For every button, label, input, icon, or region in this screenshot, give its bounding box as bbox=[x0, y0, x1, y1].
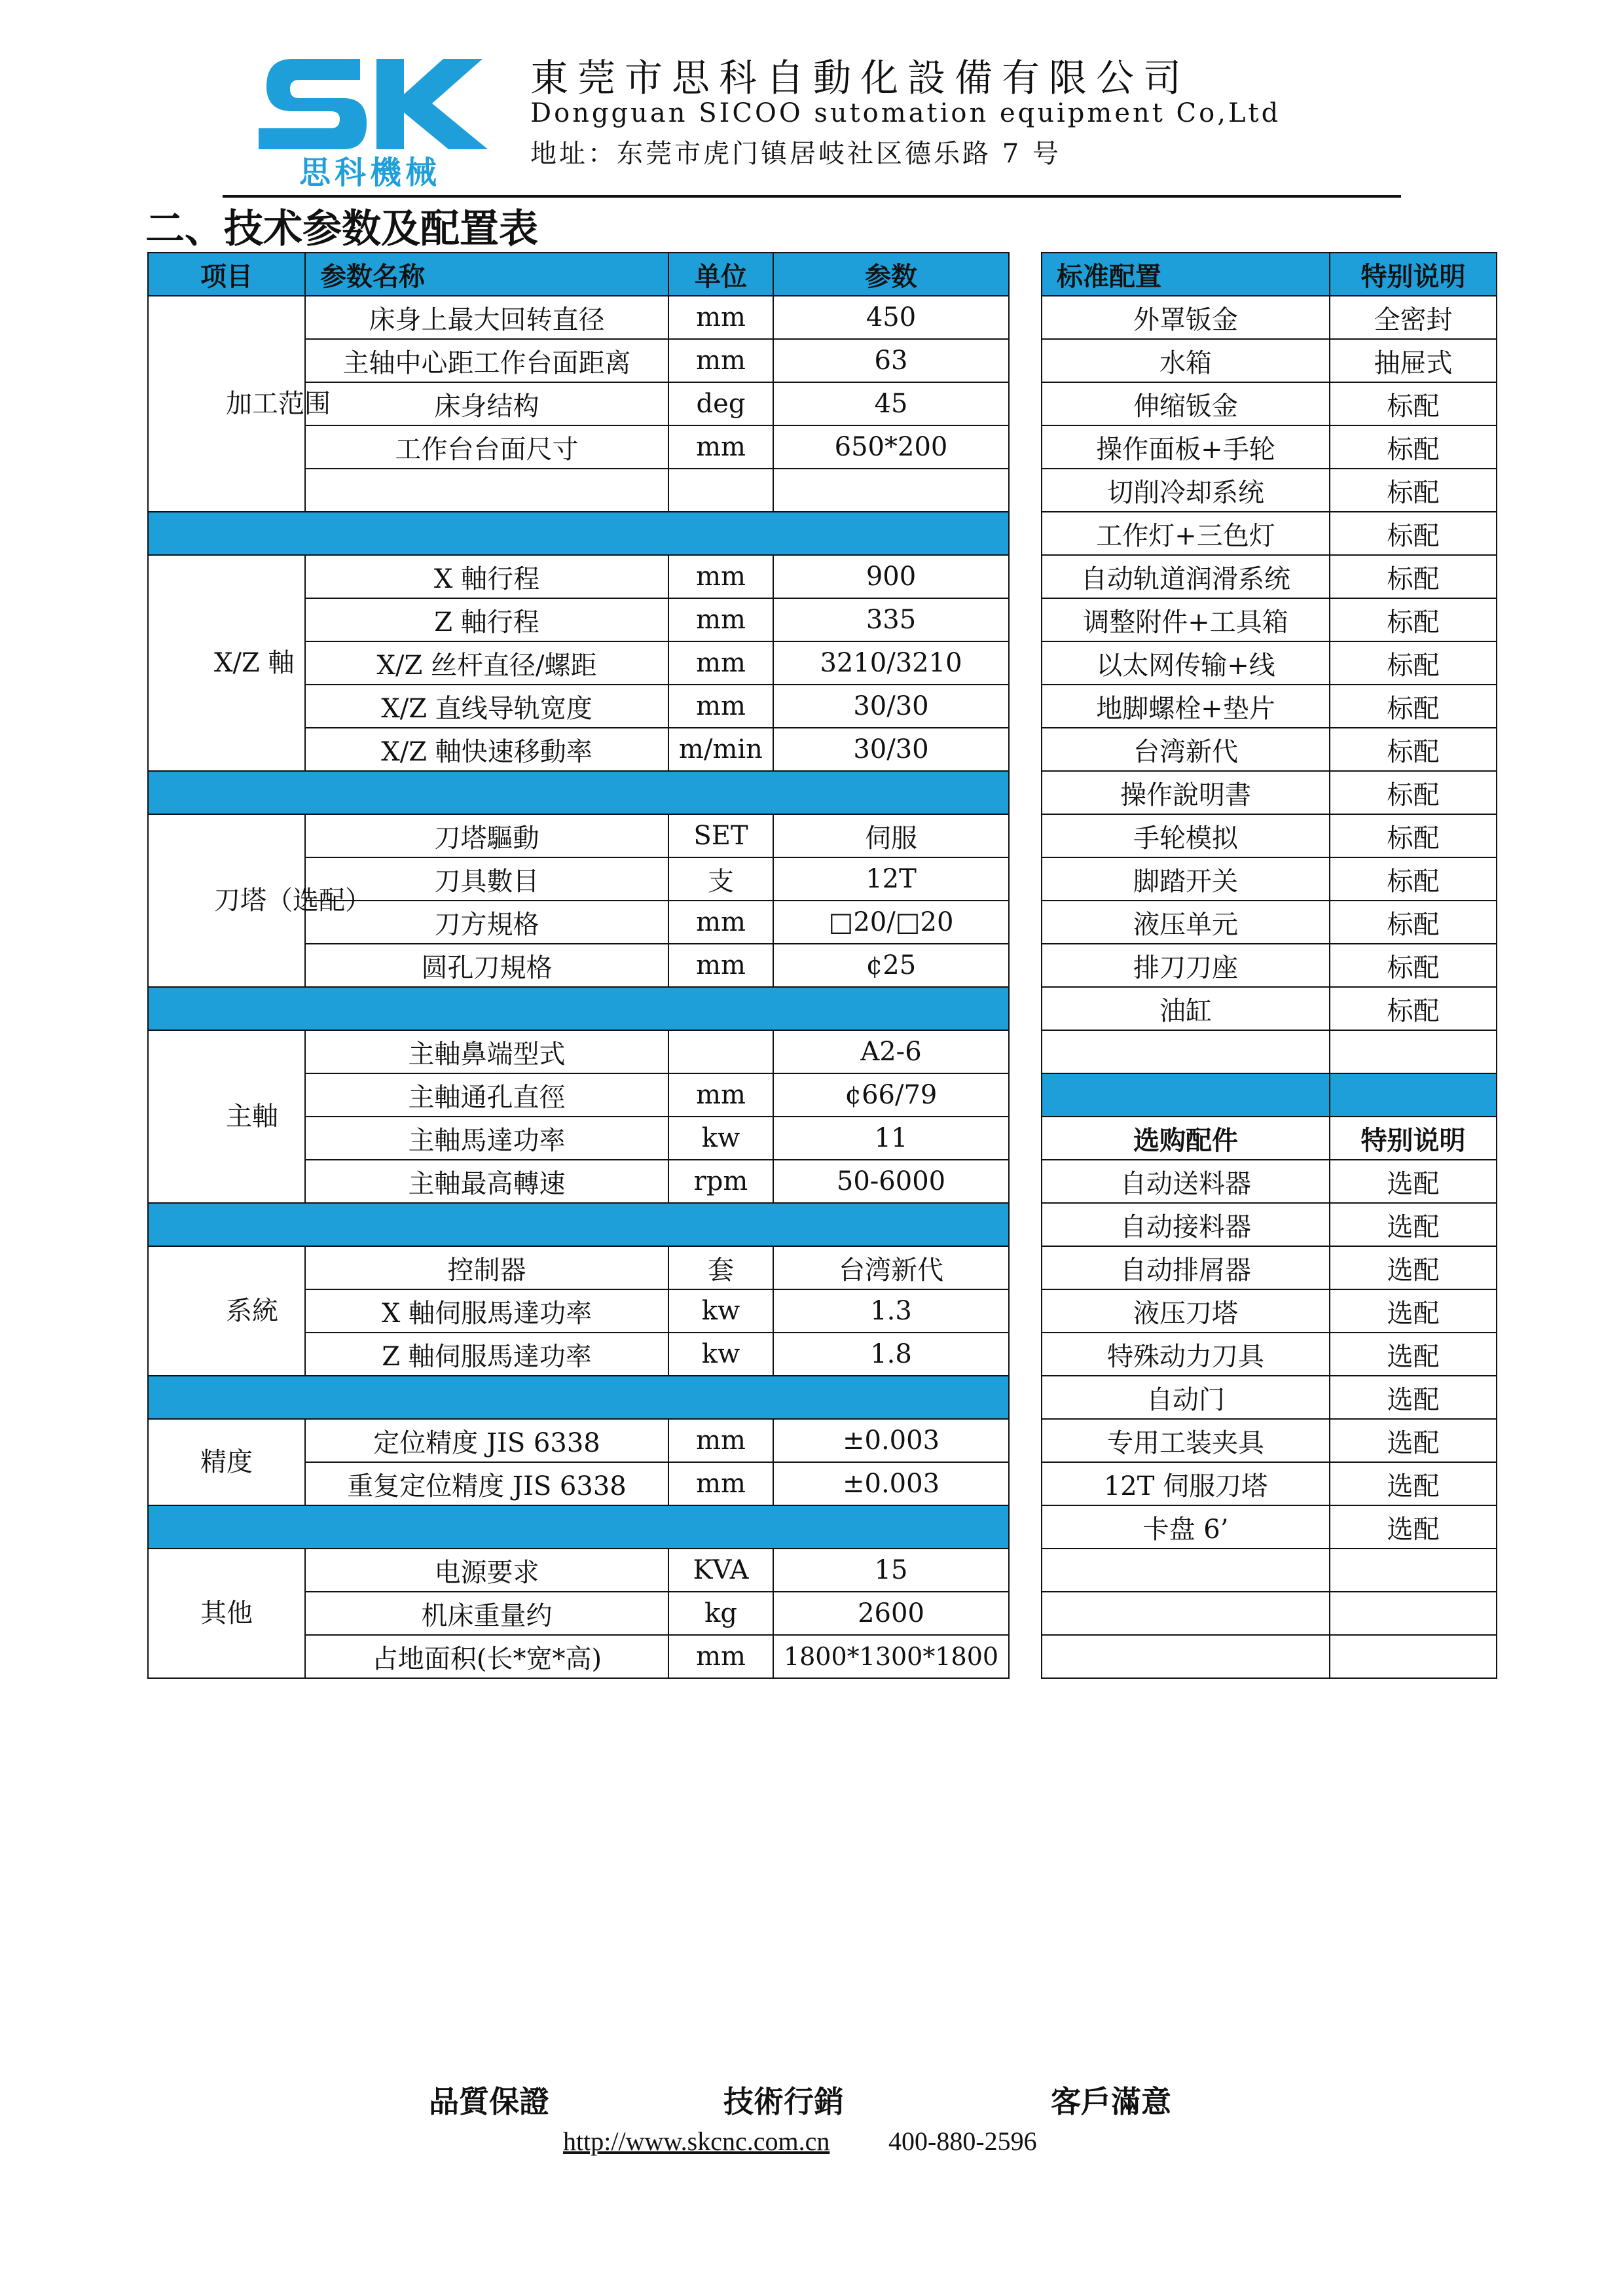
config-item: 操作說明書 bbox=[1042, 771, 1330, 814]
config-item: 排刀刀座 bbox=[1042, 944, 1330, 987]
optional-note: 选配 bbox=[1330, 1419, 1497, 1462]
param-name: 定位精度 JIS 6338 bbox=[305, 1419, 668, 1462]
config-note: 标配 bbox=[1330, 685, 1497, 728]
optional-note-empty bbox=[1330, 1635, 1497, 1678]
config-note: 标配 bbox=[1330, 425, 1497, 469]
param-name: 工作台台面尺寸 bbox=[305, 425, 668, 469]
param-value: 12T bbox=[773, 857, 1009, 901]
table-row bbox=[1042, 901, 1497, 944]
optional-note: 选配 bbox=[1330, 1203, 1497, 1246]
category-precision: 精度 bbox=[148, 1419, 305, 1505]
config-item: 切削冷却系统 bbox=[1042, 469, 1330, 512]
table-row bbox=[1042, 685, 1497, 728]
param-value: 3210/3210 bbox=[773, 641, 1009, 685]
group-separator bbox=[148, 1203, 1009, 1246]
table-row bbox=[1042, 296, 1497, 339]
phone-number: 400-880-2596 bbox=[888, 2126, 1037, 2156]
table-row bbox=[1042, 814, 1497, 857]
param-name: X 軸行程 bbox=[305, 555, 668, 598]
optional-item: 专用工装夹具 bbox=[1042, 1419, 1330, 1462]
group-separator bbox=[1042, 1073, 1497, 1117]
param-unit: mm bbox=[668, 1073, 773, 1117]
table-row bbox=[1042, 728, 1497, 771]
config-item-empty bbox=[1042, 1030, 1330, 1073]
optional-item-empty bbox=[1042, 1635, 1330, 1678]
table-row bbox=[148, 296, 1009, 339]
param-unit: kw bbox=[668, 1289, 773, 1333]
config-note: 标配 bbox=[1330, 598, 1497, 641]
group-separator bbox=[148, 512, 1009, 555]
group-separator bbox=[148, 987, 1009, 1030]
table-row bbox=[1042, 1505, 1497, 1549]
param-name: 主軸最高轉速 bbox=[305, 1160, 668, 1203]
config-note: 标配 bbox=[1330, 814, 1497, 857]
param-unit: kw bbox=[668, 1333, 773, 1376]
param-name: 占地面积(长*宽*高) bbox=[305, 1635, 668, 1678]
param-name: 电源要求 bbox=[305, 1549, 668, 1592]
header-value: 参数 bbox=[773, 253, 1009, 296]
optional-item: 液压刀塔 bbox=[1042, 1289, 1330, 1333]
param-value-empty bbox=[773, 469, 1009, 512]
config-item: 操作面板+手轮 bbox=[1042, 425, 1330, 469]
param-value: 50-6000 bbox=[773, 1160, 1009, 1203]
param-name: 床身上最大回转直径 bbox=[305, 296, 668, 339]
param-value: 450 bbox=[773, 296, 1009, 339]
table-row bbox=[1042, 987, 1497, 1030]
separator-bar bbox=[148, 1376, 1009, 1419]
param-unit: mm bbox=[668, 1462, 773, 1505]
table-row bbox=[1042, 339, 1497, 382]
separator-bar bbox=[148, 512, 1009, 555]
param-name: 主轴中心距工作台面距离 bbox=[305, 339, 668, 382]
param-name: X 軸伺服馬達功率 bbox=[305, 1289, 668, 1333]
separator-bar bbox=[148, 987, 1009, 1030]
config-note: 标配 bbox=[1330, 469, 1497, 512]
table-row bbox=[1042, 1462, 1497, 1505]
table-row bbox=[148, 1030, 1009, 1073]
param-value: □20/□20 bbox=[773, 901, 1009, 944]
param-unit: mm bbox=[668, 1419, 773, 1462]
param-unit: mm bbox=[668, 1635, 773, 1678]
param-value: 11 bbox=[773, 1117, 1009, 1160]
table-row bbox=[1042, 641, 1497, 685]
optional-note: 选配 bbox=[1330, 1376, 1497, 1419]
table-row bbox=[148, 1549, 1009, 1592]
separator-bar bbox=[148, 1203, 1009, 1246]
param-value: 650*200 bbox=[773, 425, 1009, 469]
param-value: 63 bbox=[773, 339, 1009, 382]
param-value: 1800*1300*1800 bbox=[773, 1635, 1009, 1678]
param-name: X/Z 丝杆直径/螺距 bbox=[305, 641, 668, 685]
table-row bbox=[1042, 469, 1497, 512]
table-row bbox=[1042, 1376, 1497, 1419]
param-value: ¢66/79 bbox=[773, 1073, 1009, 1117]
config-item: 脚踏开关 bbox=[1042, 857, 1330, 901]
optional-item: 自动送料器 bbox=[1042, 1160, 1330, 1203]
table-row bbox=[1042, 382, 1497, 425]
param-name: 床身结构 bbox=[305, 382, 668, 425]
table-row bbox=[148, 1419, 1009, 1462]
table-row bbox=[1042, 555, 1497, 598]
logo-k-shape bbox=[376, 59, 488, 149]
optional-note: 选配 bbox=[1330, 1462, 1497, 1505]
param-value: 2600 bbox=[773, 1592, 1009, 1635]
table-row bbox=[1042, 857, 1497, 901]
config-item: 自动轨道润滑系统 bbox=[1042, 555, 1330, 598]
header-special-note: 特别说明 bbox=[1330, 253, 1497, 296]
param-value: 900 bbox=[773, 555, 1009, 598]
param-unit-empty bbox=[668, 469, 773, 512]
config-item: 手轮模拟 bbox=[1042, 814, 1330, 857]
param-unit: 支 bbox=[668, 857, 773, 901]
table-row bbox=[1042, 512, 1497, 555]
config-item: 台湾新代 bbox=[1042, 728, 1330, 771]
param-value: ±0.003 bbox=[773, 1419, 1009, 1462]
group-separator bbox=[148, 1505, 1009, 1549]
company-name-en: Dongguan SICOO sutomation equipment Co,Ltd bbox=[530, 98, 1281, 128]
optional-item: 自动接料器 bbox=[1042, 1203, 1330, 1246]
param-unit: deg bbox=[668, 382, 773, 425]
group-separator bbox=[148, 1376, 1009, 1419]
config-note: 全密封 bbox=[1330, 296, 1497, 339]
separator-bar bbox=[148, 771, 1009, 814]
param-unit: mm bbox=[668, 901, 773, 944]
param-value: 1.8 bbox=[773, 1333, 1009, 1376]
optional-item: 特殊动力刀具 bbox=[1042, 1333, 1330, 1376]
config-note: 标配 bbox=[1330, 944, 1497, 987]
slogan-technology: 技術行銷 bbox=[723, 2084, 844, 2119]
param-name: 刀具數目 bbox=[305, 857, 668, 901]
param-name: 主軸鼻端型式 bbox=[305, 1030, 668, 1073]
optional-note: 选配 bbox=[1330, 1505, 1497, 1549]
param-name: 重复定位精度 JIS 6338 bbox=[305, 1462, 668, 1505]
table-row bbox=[148, 555, 1009, 598]
header-param-name: 参数名称 bbox=[305, 253, 668, 296]
table-row bbox=[1042, 425, 1497, 469]
section-title: 二、技术参数及配置表 bbox=[145, 206, 538, 252]
table-row-empty bbox=[1042, 1592, 1497, 1635]
param-name: X/Z 軸快速移動率 bbox=[305, 728, 668, 771]
config-item: 外罩钣金 bbox=[1042, 296, 1330, 339]
param-unit: rpm bbox=[668, 1160, 773, 1203]
table-row bbox=[1042, 944, 1497, 987]
param-value: A2-6 bbox=[773, 1030, 1009, 1073]
table-row bbox=[1042, 1246, 1497, 1289]
param-name: 控制器 bbox=[305, 1246, 668, 1289]
param-value: 30/30 bbox=[773, 685, 1009, 728]
group-separator bbox=[148, 771, 1009, 814]
config-note: 标配 bbox=[1330, 641, 1497, 685]
website-link[interactable]: http://www.skcnc.com.cn bbox=[563, 2126, 830, 2156]
optional-header-row bbox=[1042, 1117, 1497, 1160]
param-name: 圆孔刀規格 bbox=[305, 944, 668, 987]
config-note: 抽屉式 bbox=[1330, 339, 1497, 382]
config-item: 以太网传输+线 bbox=[1042, 641, 1330, 685]
optional-item-empty bbox=[1042, 1549, 1330, 1592]
company-name-cn: 東莞市思科自動化設備有限公司 bbox=[530, 56, 1191, 100]
table-row bbox=[1042, 1289, 1497, 1333]
category-machining-range: 加工范围 bbox=[148, 296, 305, 512]
category-other: 其他 bbox=[148, 1549, 305, 1678]
table-row bbox=[1042, 1419, 1497, 1462]
optional-note: 选配 bbox=[1330, 1246, 1497, 1289]
param-unit: KVA bbox=[668, 1549, 773, 1592]
config-item: 地脚螺栓+垫片 bbox=[1042, 685, 1330, 728]
param-value: 335 bbox=[773, 598, 1009, 641]
param-unit: kg bbox=[668, 1592, 773, 1635]
param-unit: SET bbox=[668, 814, 773, 857]
param-name: 刀塔驅動 bbox=[305, 814, 668, 857]
param-unit: mm bbox=[668, 641, 773, 685]
company-logo bbox=[252, 46, 488, 190]
config-item: 伸缩钣金 bbox=[1042, 382, 1330, 425]
separator-bar bbox=[1330, 1073, 1497, 1117]
param-name-empty bbox=[305, 469, 668, 512]
category-spindle: 主軸 bbox=[148, 1030, 305, 1203]
slogan-satisfaction: 客戶滿意 bbox=[1051, 2084, 1171, 2119]
param-name: 机床重量约 bbox=[305, 1592, 668, 1635]
param-name: 刀方規格 bbox=[305, 901, 668, 944]
param-name: X/Z 直线导轨宽度 bbox=[305, 685, 668, 728]
param-unit: mm bbox=[668, 944, 773, 987]
config-item: 水箱 bbox=[1042, 339, 1330, 382]
param-value: ±0.003 bbox=[773, 1462, 1009, 1505]
table-row bbox=[1042, 1203, 1497, 1246]
optional-note: 选配 bbox=[1330, 1333, 1497, 1376]
table-row bbox=[1042, 771, 1497, 814]
category-turret: 刀塔（选配） bbox=[148, 814, 305, 987]
logo-s-shape bbox=[259, 59, 367, 149]
optional-note: 选配 bbox=[1330, 1289, 1497, 1333]
param-unit: mm bbox=[668, 685, 773, 728]
header-standard-config: 标准配置 bbox=[1042, 253, 1330, 296]
logo-subtitle: 思科機械 bbox=[299, 154, 441, 191]
company-address: 地址：东莞市虎门镇居岐社区德乐路 7 号 bbox=[530, 139, 1061, 169]
config-header-row bbox=[1042, 253, 1497, 296]
param-name: 主軸通孔直徑 bbox=[305, 1073, 668, 1117]
slogan-quality: 品質保證 bbox=[429, 2084, 549, 2119]
param-value: 30/30 bbox=[773, 728, 1009, 771]
config-note: 标配 bbox=[1330, 728, 1497, 771]
param-value: 15 bbox=[773, 1549, 1009, 1592]
spec-table bbox=[147, 252, 1010, 1679]
optional-item: 自动排屑器 bbox=[1042, 1246, 1330, 1289]
param-value: ¢25 bbox=[773, 944, 1009, 987]
config-item: 油缸 bbox=[1042, 987, 1330, 1030]
param-unit: kw bbox=[668, 1117, 773, 1160]
config-note-empty bbox=[1330, 1030, 1497, 1073]
param-value: 1.3 bbox=[773, 1289, 1009, 1333]
param-unit: mm bbox=[668, 339, 773, 382]
table-row-empty bbox=[1042, 1635, 1497, 1678]
table-row bbox=[148, 1246, 1009, 1289]
optional-item: 自动门 bbox=[1042, 1376, 1330, 1419]
config-item: 调整附件+工具箱 bbox=[1042, 598, 1330, 641]
config-note: 标配 bbox=[1330, 987, 1497, 1030]
param-unit: m/min bbox=[668, 728, 773, 771]
table-row bbox=[148, 814, 1009, 857]
optional-item: 卡盘 6’ bbox=[1042, 1505, 1330, 1549]
param-value: 台湾新代 bbox=[773, 1246, 1009, 1289]
config-item: 液压单元 bbox=[1042, 901, 1330, 944]
config-table bbox=[1041, 252, 1497, 1679]
header-optional-note: 特别说明 bbox=[1330, 1117, 1497, 1160]
optional-note-empty bbox=[1330, 1549, 1497, 1592]
separator-bar bbox=[1042, 1073, 1330, 1117]
table-row-empty bbox=[1042, 1030, 1497, 1073]
config-note: 标配 bbox=[1330, 857, 1497, 901]
category-xz-axis: X/Z 軸 bbox=[148, 555, 305, 771]
header-optional-parts: 选购配件 bbox=[1042, 1117, 1330, 1160]
table-row bbox=[1042, 1333, 1497, 1376]
config-note: 标配 bbox=[1330, 901, 1497, 944]
config-note: 标配 bbox=[1330, 382, 1497, 425]
param-name: Z 軸行程 bbox=[305, 598, 668, 641]
param-unit: mm bbox=[668, 555, 773, 598]
table-row bbox=[1042, 598, 1497, 641]
param-name: Z 軸伺服馬達功率 bbox=[305, 1333, 668, 1376]
config-note: 标配 bbox=[1330, 555, 1497, 598]
table-row-empty bbox=[1042, 1549, 1497, 1592]
optional-item: 12T 伺服刀塔 bbox=[1042, 1462, 1330, 1505]
optional-note-empty bbox=[1330, 1592, 1497, 1635]
category-system: 系統 bbox=[148, 1246, 305, 1376]
separator-bar bbox=[148, 1505, 1009, 1549]
header-category: 项目 bbox=[148, 253, 305, 296]
optional-item-empty bbox=[1042, 1592, 1330, 1635]
param-value: 45 bbox=[773, 382, 1009, 425]
config-note: 标配 bbox=[1330, 771, 1497, 814]
table-row bbox=[1042, 1160, 1497, 1203]
config-item: 工作灯+三色灯 bbox=[1042, 512, 1330, 555]
param-unit bbox=[668, 1030, 773, 1073]
param-unit: mm bbox=[668, 296, 773, 339]
config-note: 标配 bbox=[1330, 512, 1497, 555]
spec-header-row bbox=[148, 253, 1009, 296]
param-unit: mm bbox=[668, 598, 773, 641]
param-unit: 套 bbox=[668, 1246, 773, 1289]
param-name: 主軸馬達功率 bbox=[305, 1117, 668, 1160]
param-value: 伺服 bbox=[773, 814, 1009, 857]
optional-note: 选配 bbox=[1330, 1160, 1497, 1203]
param-unit: mm bbox=[668, 425, 773, 469]
header-unit: 单位 bbox=[668, 253, 773, 296]
